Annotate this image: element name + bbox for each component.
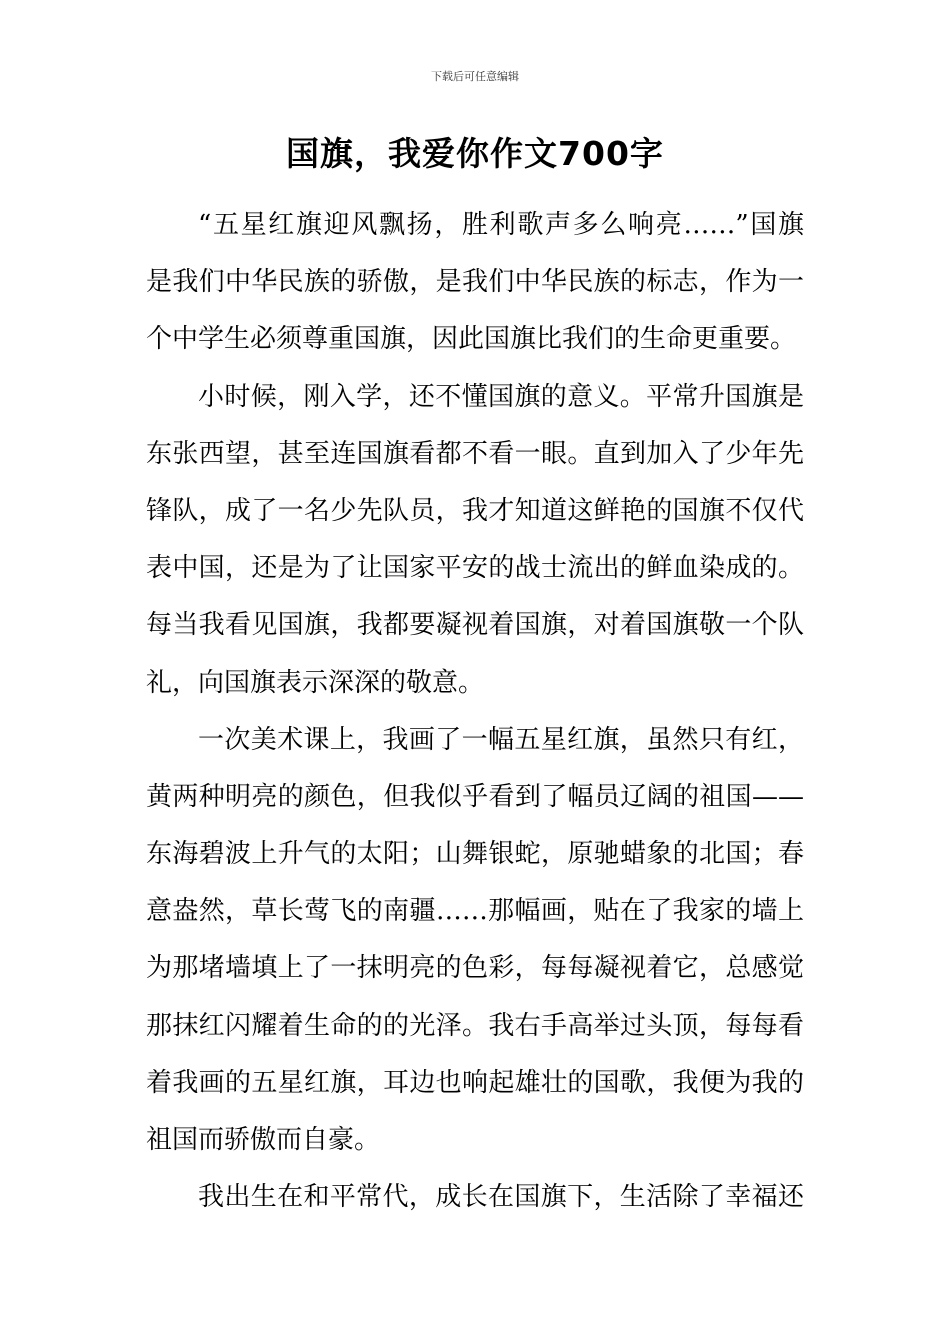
paragraph-line: “五星红旗迎风飘扬，胜利歌声多么响亮……”国旗 xyxy=(198,210,804,240)
header-note: 下载后可任意编辑 xyxy=(431,70,519,83)
paragraph-line: 东张西望，甚至连国旗看都不看一眼。直到加入了少年先 xyxy=(146,438,804,469)
paragraph-line: 是我们中华民族的骄傲，是我们中华民族的标志，作为一 xyxy=(146,267,804,298)
paragraph-line: 每当我看见国旗，我都要凝视着国旗，对着国旗敬一个队 xyxy=(146,610,804,641)
paragraph-line: 我出生在和平常代，成长在国旗下，生活除了幸福还 xyxy=(198,1182,804,1213)
paragraph-line: 为那堵墙填上了一抹明亮的色彩，每每凝视着它，总感觉 xyxy=(146,953,804,984)
paragraph-line: 意盎然，草长莺飞的南疆……那幅画，贴在了我家的墙上 xyxy=(146,896,804,927)
paragraph-line: 个中学生必须尊重国旗，因此国旗比我们的生命更重要。 xyxy=(146,324,797,355)
paragraph-line: 着我画的五星红旗，耳边也响起雄壮的国歌，我便为我的 xyxy=(146,1067,804,1098)
paragraph-line: 黄两种明亮的颜色，但我似乎看到了幅员辽阔的祖国—— xyxy=(146,781,804,812)
paragraph-line: 锋队，成了一名少先队员，我才知道这鲜艳的国旗不仅代 xyxy=(146,495,804,526)
page-title: 国旗，我爱你作文700字 xyxy=(286,134,664,173)
paragraph-line: 一次美术课上，我画了一幅五星红旗，虽然只有红， xyxy=(198,724,804,755)
paragraph-line: 祖国而骄傲而自豪。 xyxy=(146,1125,381,1155)
paragraph-line: 表中国，还是为了让国家平安的战士流出的鲜血染成的。 xyxy=(146,553,804,584)
paragraph-line: 礼，向国旗表示深深的敬意。 xyxy=(146,667,485,698)
paragraph-line: 小时候，刚入学，还不懂国旗的意义。平常升国旗是 xyxy=(198,381,804,412)
paragraph-line: 东海碧波上升气的太阳；山舞银蛇，原驰蜡象的北国；春 xyxy=(146,839,804,870)
essay-body xyxy=(146,197,804,1226)
paragraph-line: 那抹红闪耀着生命的的光泽。我右手高举过头顶，每每看 xyxy=(146,1010,804,1041)
